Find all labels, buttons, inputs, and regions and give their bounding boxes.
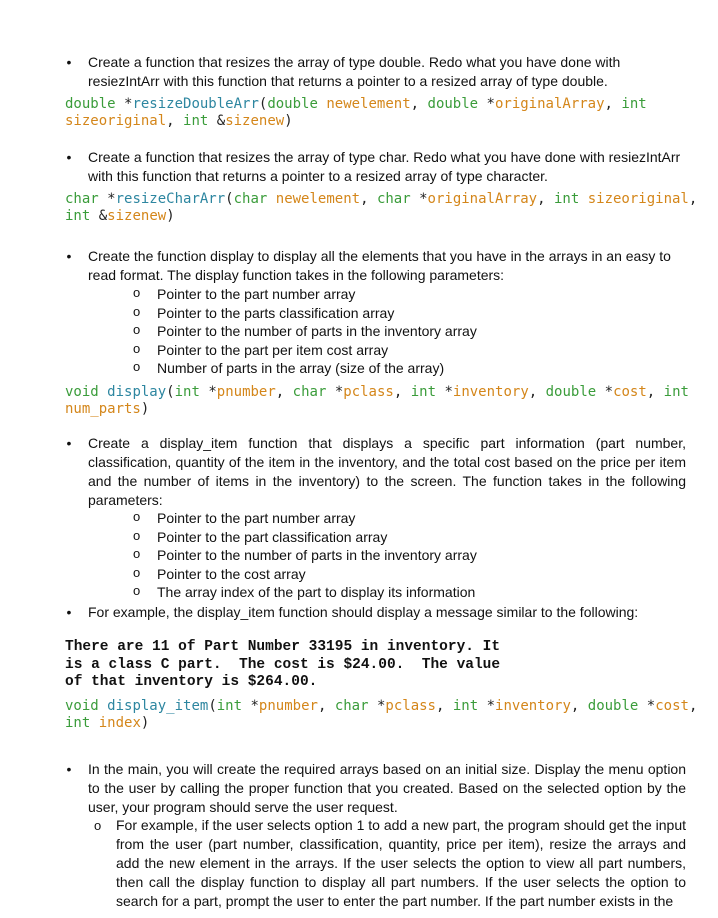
example-output — [65, 639, 500, 692]
code-display-item: void display_item(int *pnumber, char *pclass, int *inventory, double *cost, int index) — [65, 698, 698, 731]
bullet-2-marker: • — [66, 149, 72, 165]
example-line: is a class C part. The cost is $24.00. The value — [65, 656, 501, 673]
sub-item: o Pointer to the part number array — [133, 285, 477, 304]
bullet-4-marker: • — [66, 435, 72, 451]
sub-item: o Number of parts in the array (size of the array) — [133, 359, 477, 378]
bullet-4-sublist — [133, 509, 477, 602]
bullet-5-text: For example, the display_item function should display a message similar to the following: — [88, 604, 639, 620]
sub-item: o Pointer to the parts classification array — [133, 304, 477, 323]
sub-item: o Pointer to the number of parts in the inventory array — [133, 546, 477, 565]
bullet-3-marker: • — [66, 248, 72, 264]
sub-item: o Pointer to the number of parts in the inventory array — [133, 322, 477, 341]
bullet-6-sub-text: For example, if the user selects option 1 to add a new part, the program should get the input from the user (part number, classification, quantity, price per item), resize the arrays and add the new element in the arrays. If the user selects the option to view all part numbers, then call the display function to display all part numbers. If the user selects the option to search for a part, prompt the user to enter the part number. If the part number exists in the — [116, 817, 686, 909]
bullet-3-sublist — [133, 285, 477, 378]
bullet-1-text: Create a function that resizes the array of type double. Redo what you have done with resiezIntArr with this function that returns a pointer to a resized array of type double. — [88, 54, 621, 89]
bullet-3-text: Create the function display to display all the elements that you have in the arrays in an easy to read format. The display function takes in the following parameters: — [88, 248, 671, 283]
bullet-2-text: Create a function that resizes the array of type char. Redo what you have done with resiezIntArr with this function that returns a pointer to a resized array of type character. — [88, 149, 681, 184]
bullet-5-marker: • — [66, 604, 72, 620]
sub-item: o Pointer to the cost array — [133, 565, 477, 584]
code-resize-char: char *resizeCharArr(char newelement, char *originalArray, int sizeoriginal, int &sizenew) — [65, 191, 698, 224]
code-resize-double: double *resizeDoubleArr(double newelement, double *originalArray, int sizeoriginal, int &sizenew) — [65, 96, 647, 129]
sub-item: o Pointer to the part classification array — [133, 528, 477, 547]
sub-item: o Pointer to the part number array — [133, 509, 477, 528]
sub-item: o Pointer to the part per item cost array — [133, 341, 477, 360]
bullet-6-text: In the main, you will create the required arrays based on an initial size. Display the menu option to the user by calling the proper function that you created. Based on the selected option by the user, your program should serve the user request. — [88, 761, 686, 815]
example-line: of that inventory is $264.00. — [65, 674, 318, 691]
bullet-1-marker: • — [66, 54, 72, 70]
bullet-6-marker: • — [66, 761, 72, 777]
example-line: There are 11 of Part Number 33195 in inventory. It — [65, 639, 501, 655]
code-display: void display(int *pnumber, char *pclass, int *inventory, double *cost, int num_parts) — [65, 384, 689, 417]
bullet-6-sub-marker: o — [94, 818, 102, 833]
sub-item: o The array index of the part to display its information — [133, 583, 477, 602]
bullet-4-text: Create a display_item function that displays a specific part information (part number, classification, quantity of the item in the inventory, and the total cost based on the price per item and the number of items in the inventory) to the screen. The function takes in the following parameters: — [88, 435, 686, 508]
